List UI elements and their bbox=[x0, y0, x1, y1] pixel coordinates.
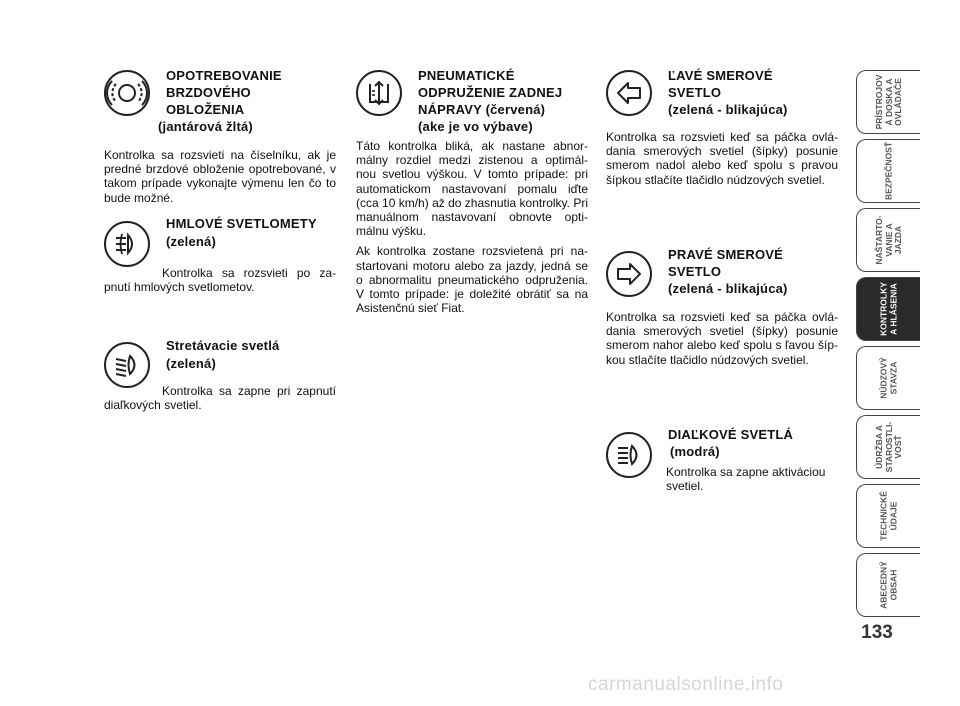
fog-lights-subtitle: (zelená) bbox=[166, 234, 217, 249]
tab-technicke-udaje[interactable]: TECHNICKÉ ÚDAJE bbox=[856, 484, 920, 548]
high-beam-title: DIAĽKOVÉ SVETLÁ bbox=[668, 427, 794, 442]
tab-nastartovanie[interactable]: NAŠTARTO- VANIE A JAZDA bbox=[856, 208, 920, 272]
page-number: 133 bbox=[861, 622, 893, 643]
front-fog-light-icon bbox=[104, 221, 150, 267]
low-beam-icon bbox=[104, 342, 150, 388]
suspension-text: Táto kontrolka bliká, ak nastane abnor- málny rozdiel medzi zistenou a optimál- nou svetlou výškou. V tomto prípade: pri automatickom nastavovaní pomalu iďte (cca 10 km/h) až do zhasnutia kontrolky. Pri manuálnom nastavovaní obnovte opti- málnu výšku. Ak kontrolka zostane rozsvietená pri na- startovani motoru alebo za jazdy, jedná se o abnormalitu pneumatického odpruženia. V tomto prípade: je doležité obrátiť sa na Asistenčnú sieť Fiat. bbox=[356, 139, 588, 316]
fog-lights-title: HMLOVÉ SVETLOMETY bbox=[166, 216, 317, 231]
tab-bezpecnost[interactable]: BEZPEČNOSŤ bbox=[856, 139, 920, 203]
tab-abecedny-obsah[interactable]: ABECEDNÝ OBSAH bbox=[856, 553, 920, 617]
suspension-title: PNEUMATICKÉ ODPRUŽENIE ZADNEJ NÁPRAVY (červená) (ake je vo výbave) bbox=[418, 68, 563, 134]
left-turn-arrow-icon bbox=[606, 70, 652, 116]
brake-pads-title: OPOTREBOVANIE BRZDOVÉHO OBLOŽENIA bbox=[166, 68, 282, 117]
high-beam-text: Kontrolka sa zapne aktiváciou svetiel. bbox=[666, 465, 826, 494]
right-turn-title: PRAVÉ SMEROVÉ SVETLO (zelená - blikajúca) bbox=[668, 247, 788, 296]
high-beam-icon bbox=[606, 432, 652, 478]
right-turn-arrow-icon bbox=[606, 251, 652, 297]
low-beam-text: Kontrolka sa zapne pri zapnutí diaľkových svetiel. bbox=[104, 384, 336, 413]
brake-pads-text: Kontrolka sa rozsvieti na číselníku, ak je predné brzdové obloženie opotrebované, v takom prípade vykonajte výmenu len čo to bude možné. bbox=[104, 148, 336, 205]
brake-pad-wear-icon bbox=[104, 70, 150, 116]
air-suspension-icon bbox=[356, 70, 402, 116]
fog-lights-text: Kontrolka sa rozsvieti po za- pnutí hmlových svetlometov. bbox=[104, 266, 336, 295]
brake-pads-subtitle: (jantárová žltá) bbox=[158, 119, 253, 134]
low-beam-title: Stretávacie svetlá bbox=[166, 338, 280, 353]
right-turn-text: Kontrolka sa rozsvieti keď sa páčka ovlá- dania smerových svetiel (šípky) posunie smerom nahor alebo keď spolu s ľavou šíp- kou stlačíte tlačidlo núdzových svetiel. bbox=[606, 310, 838, 367]
suspension-subtitle: (ake je vo výbave) bbox=[418, 119, 533, 134]
watermark: carmanualsonline.info bbox=[588, 674, 784, 695]
tab-udrzba[interactable]: ÚDRŽBA A STAROSTLI- VOSŤ bbox=[856, 415, 920, 479]
left-turn-text: Kontrolka sa rozsvieti keď sa páčka ovlá- dania smerových svetiel (šípky) posunie smerom nadol alebo keď spolu s pravou šípkou stlačíte tlačidlo núdzových svetiel. bbox=[606, 130, 838, 187]
low-beam-subtitle: (zelená) bbox=[166, 356, 217, 371]
tab-pristrojova-doska[interactable]: PRÍSTROJOV Á DOSKA A OVLÁDAČE bbox=[856, 70, 920, 134]
left-turn-title: ĽAVÉ SMEROVÉ SVETLO (zelená - blikajúca) bbox=[668, 68, 788, 117]
right-turn-subtitle: (zelená - blikajúca) bbox=[668, 281, 788, 296]
left-turn-subtitle: (zelená - blikajúca) bbox=[668, 102, 788, 117]
tab-kontrolky[interactable]: KONTROLKY A HLÁSENIA bbox=[856, 277, 920, 341]
tab-nudzovy-stav[interactable]: NÚDZOVÝ STAVZA bbox=[856, 346, 920, 410]
high-beam-subtitle: (modrá) bbox=[670, 444, 720, 459]
